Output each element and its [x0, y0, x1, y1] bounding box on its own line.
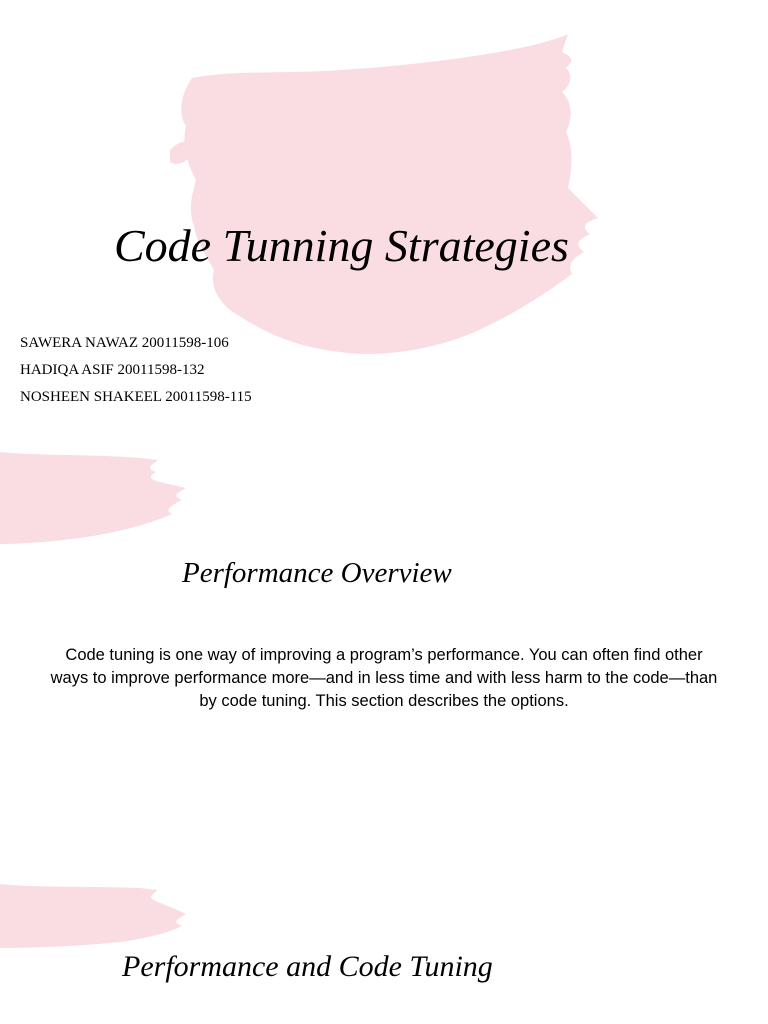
- brush-stroke-decoration: [170, 30, 610, 360]
- section-title: Performance Overview: [182, 557, 452, 589]
- author-list: [20, 330, 252, 411]
- author-item: HADIQA ASIF 20011598-132: [20, 362, 205, 378]
- author-item: SAWERA NAWAZ 20011598-106: [20, 335, 229, 351]
- slide-title: Code Tunning Strategies: [114, 220, 569, 271]
- author-item: NOSHEEN SHAKEEL 20011598-115: [20, 389, 252, 405]
- brush-stroke-decoration: [0, 880, 200, 950]
- section-title: Performance and Code Tuning: [122, 950, 493, 983]
- body-paragraph: Code tuning is one way of improving a program’s performance. You can often find other ways to improve performance more—and in less time and with less harm to the code—than by code tuning. This section describes the options.: [50, 646, 718, 710]
- brush-stroke-decoration: [0, 448, 200, 548]
